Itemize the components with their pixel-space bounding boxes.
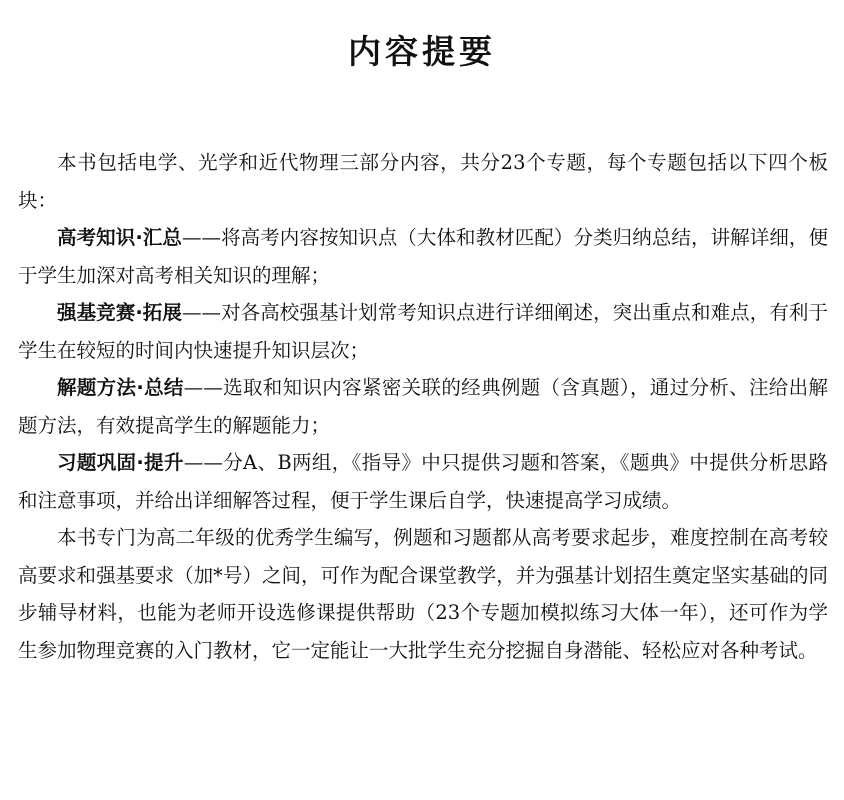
section-paragraph-gaokao	[18, 219, 828, 294]
section-paragraph-methods	[18, 369, 828, 444]
section-heading-methods: 解题方法·总结	[57, 376, 184, 399]
section-paragraph-qiangji	[18, 294, 828, 369]
summary-body	[18, 144, 828, 669]
section-heading-qiangji: 强基竞赛·拓展	[57, 301, 182, 324]
paragraph-text: ——选取和知识内容紧密关联的经典例题（含真题），通过分析、注给出解题方法，有效提高学生的解题能力；	[18, 376, 828, 437]
paragraph-text: 本书包括电学、光学和近代物理三部分内容，共分23个专题，每个专题包括以下四个板块：	[18, 151, 828, 212]
intro-paragraph	[18, 144, 828, 219]
paragraph-text: ——对各高校强基计划常考知识点进行详细阐述，突出重点和难点，有利于学生在较短的时间内快速提升知识层次；	[18, 301, 828, 362]
paragraph-text: 本书专门为高二年级的优秀学生编写，例题和习题都从高考要求起步，难度控制在高考较高要求和强基要求（加*号）之间，可作为配合课堂教学，并为强基计划招生奠定坚实基础的同步辅导材料，也能为老师开设选修课提供帮助（23个专题加模拟练习大体一年），还可作为学生参加物理竞赛的入门教材，它一定能让一大批学生充分挖掘自身潜能、轻松应对各种考试。	[18, 526, 828, 662]
section-heading-gaokao: 高考知识·汇总	[57, 226, 182, 249]
closing-paragraph	[18, 519, 828, 669]
paragraph-text: ——将高考内容按知识点（大体和教材匹配）分类归纳总结，讲解详细，便于学生加深对高考相关知识的理解；	[18, 226, 828, 287]
section-paragraph-exercises	[18, 444, 828, 519]
section-heading-exercises: 习题巩固·提升	[57, 451, 184, 474]
paragraph-text: ——分A、B两组，《指导》中只提供习题和答案，《题典》中提供分析思路和注意事项，并给出详细解答过程，便于学生课后自学，快速提高学习成绩。	[18, 451, 828, 512]
page-title: 内容提要	[348, 32, 496, 71]
